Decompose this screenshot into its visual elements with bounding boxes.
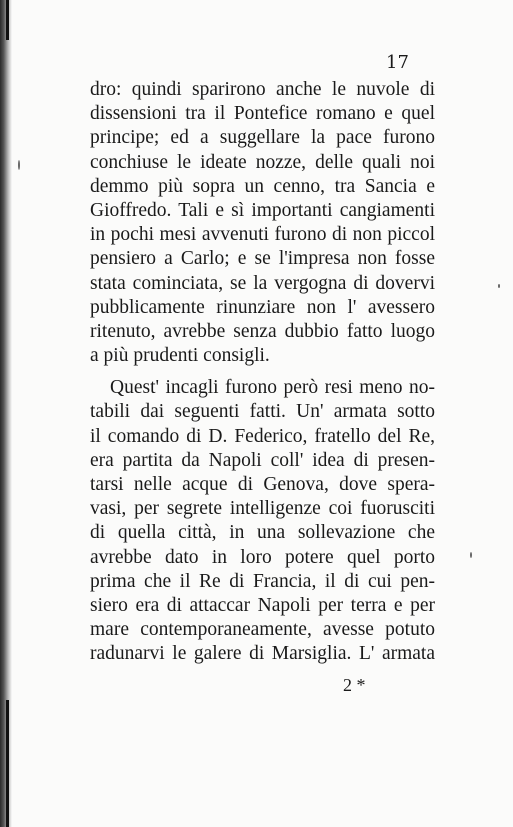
text-line: vasi, per segrete intelligenze coi fuorusciti xyxy=(90,498,435,520)
text-line: mare contemporaneamente, avesse potuto xyxy=(90,619,435,641)
text-line: conchiuse le ideate nozze, delle quali noi xyxy=(90,151,435,173)
paragraph-2 xyxy=(90,376,435,666)
text-line: pubblicamente rinunziare non l' avessero xyxy=(90,296,435,318)
text-line: prima che il Re di Francia, il di cui pen- xyxy=(90,570,435,592)
text-line: di quella città, in una sollevazione che xyxy=(90,522,435,544)
binding-mark-bottom xyxy=(6,700,9,827)
body-text xyxy=(90,78,435,667)
paragraph-gap xyxy=(90,368,435,376)
text-line: dissensioni tra il Pontefice romano e quel xyxy=(90,103,435,125)
text-line: siero era di attaccar Napoli per terra e per xyxy=(90,594,435,616)
text-line: tabili dai seguenti fatti. Un' armata sotto xyxy=(90,401,435,423)
paragraph-1 xyxy=(90,78,435,368)
text-line: Gioffredo. Tali e sì importanti cangiamenti xyxy=(90,199,435,221)
page-speck xyxy=(498,284,500,288)
text-line: il comando di D. Federico, fratello del Re, xyxy=(90,425,435,447)
text-line: era partita da Napoli coll' idea di presen- xyxy=(90,449,435,471)
text-line: in pochi mesi avvenuti furono di non piccol xyxy=(90,224,435,246)
text-line: a più prudenti consigli. xyxy=(90,345,270,367)
text-line: avrebbe dato in loro potere quel porto xyxy=(90,546,435,568)
text-line: pensiero a Carlo; e se l'impresa non fosse xyxy=(90,248,435,270)
binding-mark-top xyxy=(6,0,9,40)
text-line: tarsi nelle acque di Genova, dove spera- xyxy=(90,474,435,495)
text-line: demmo più sopra un cenno, tra Sancia e xyxy=(90,175,435,197)
text-line: radunarvi le galere di Marsiglia. L' armata xyxy=(90,643,435,665)
text-line: ritenuto, avrebbe senza dubbio fatto luogo xyxy=(90,320,435,342)
page-speck xyxy=(18,160,20,170)
signature-mark: 2 * xyxy=(343,675,366,695)
text-line: stata cominciata, se la vergogna di dovervi xyxy=(90,272,435,294)
text-line: Quest' incagli furono però resi meno no- xyxy=(110,377,435,399)
text-line: dro: quindi sparirono anche le nuvole di xyxy=(90,79,435,100)
text-line: principe; ed a suggellare la pace furono xyxy=(90,127,435,149)
page-speck xyxy=(470,552,472,558)
page-number: 17 xyxy=(386,52,409,73)
